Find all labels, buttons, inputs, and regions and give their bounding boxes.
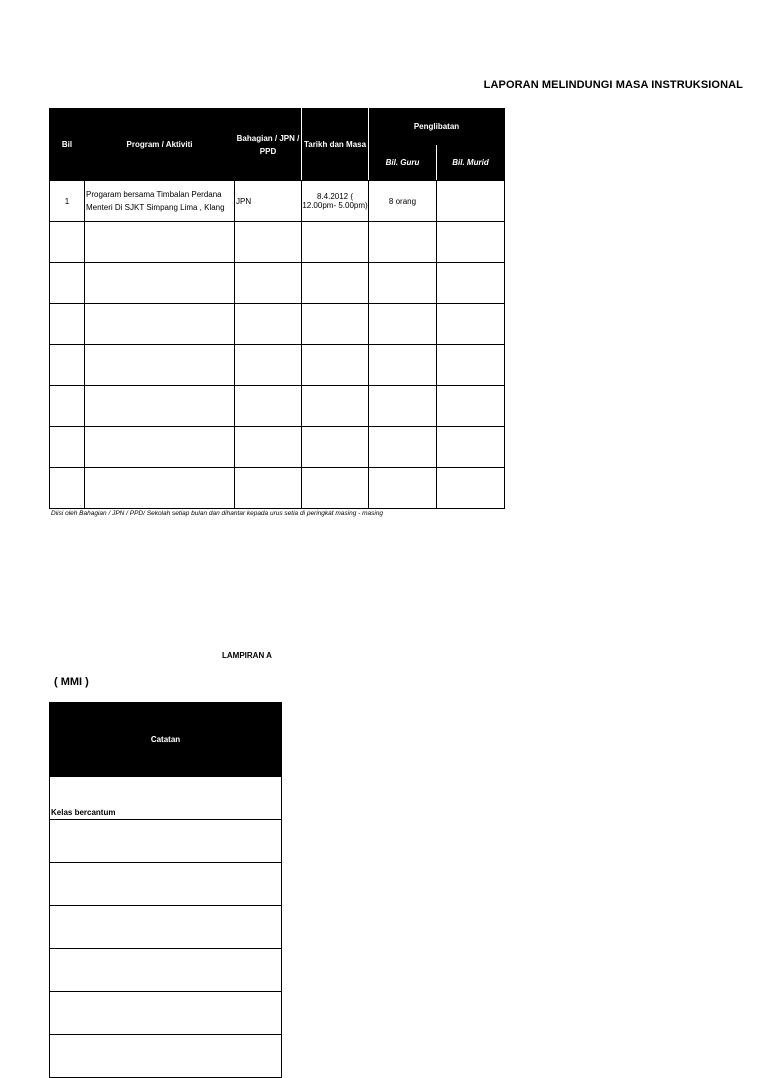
table-row	[50, 468, 505, 509]
mmi-label: ( MMI )	[54, 676, 89, 688]
cell-bahagian	[235, 468, 302, 509]
cell-tarikh	[302, 263, 369, 304]
cell-bil	[50, 304, 85, 345]
cell-tarikh	[302, 304, 369, 345]
cell-tarikh	[302, 222, 369, 263]
catatan-cell	[50, 992, 282, 1035]
catatan-row	[50, 992, 282, 1035]
cell-bil	[50, 427, 85, 468]
lampiran-label: LAMPIRAN A	[222, 651, 272, 660]
cell-bil-guru	[369, 345, 437, 386]
cell-tarikh: 8.4.2012 ( 12.00pm- 5.00pm)	[302, 181, 369, 222]
cell-bil-guru	[369, 263, 437, 304]
cell-program	[85, 263, 235, 304]
cell-bahagian: JPN	[235, 181, 302, 222]
catatan-row	[50, 949, 282, 992]
cell-bil-murid	[437, 181, 505, 222]
cell-bil-murid	[437, 386, 505, 427]
header-bahagian: Bahagian / JPN / PPD	[235, 109, 302, 181]
catatan-cell	[50, 1035, 282, 1078]
header-program: Program / Aktiviti	[85, 109, 235, 181]
cell-bahagian	[235, 304, 302, 345]
cell-bil-guru	[369, 222, 437, 263]
cell-bil-guru	[369, 468, 437, 509]
cell-bil-murid	[437, 263, 505, 304]
cell-program	[85, 427, 235, 468]
cell-bil-murid	[437, 222, 505, 263]
cell-bil	[50, 222, 85, 263]
catatan-row	[50, 1035, 282, 1078]
header-bil-guru: Bil. Guru	[369, 145, 437, 181]
header-catatan: Catatan	[50, 703, 282, 777]
cell-bil-murid	[437, 304, 505, 345]
cell-bil-guru: 8 orang	[369, 181, 437, 222]
cell-bil-guru	[369, 427, 437, 468]
table-row	[50, 386, 505, 427]
header-bil-murid: Bil. Murid	[437, 145, 505, 181]
cell-program: Progaram bersama Timbalan Perdana Menteri Di SJKT Simpang Lima , Klang	[85, 181, 235, 222]
table-row	[50, 222, 505, 263]
catatan-cell	[50, 906, 282, 949]
cell-bil	[50, 345, 85, 386]
cell-program	[85, 222, 235, 263]
cell-program	[85, 468, 235, 509]
cell-bil	[50, 386, 85, 427]
catatan-cell	[50, 820, 282, 863]
cell-tarikh	[302, 468, 369, 509]
cell-bil-murid	[437, 345, 505, 386]
catatan-row	[50, 820, 282, 863]
cell-bil-guru	[369, 386, 437, 427]
cell-program	[85, 304, 235, 345]
header-bil: Bil	[50, 109, 85, 181]
table-row	[50, 345, 505, 386]
catatan-cell	[50, 863, 282, 906]
table-row	[50, 427, 505, 468]
cell-bil-murid	[437, 427, 505, 468]
catatan-row	[50, 863, 282, 906]
cell-program	[85, 386, 235, 427]
catatan-cell	[50, 949, 282, 992]
cell-bahagian	[235, 386, 302, 427]
footnote: Diisi oleh Bahagian / JPN / PPD/ Sekolah setiap bulan dan dihantar kepada urus setia di peringkat masing - masing	[51, 510, 384, 517]
header-tarikh: Tarikh dan Masa	[302, 109, 369, 181]
cell-bahagian	[235, 222, 302, 263]
report-table	[49, 108, 505, 509]
catatan-row	[50, 777, 282, 820]
report-title: LAPORAN MELINDUNGI MASA INSTRUKSIONAL	[483, 79, 743, 91]
cell-tarikh	[302, 427, 369, 468]
header-penglibatan: Penglibatan	[369, 109, 505, 145]
cell-tarikh	[302, 386, 369, 427]
cell-program	[85, 345, 235, 386]
catatan-cell: Kelas bercantum	[50, 777, 282, 820]
cell-bahagian	[235, 427, 302, 468]
cell-bahagian	[235, 345, 302, 386]
table-row	[50, 304, 505, 345]
cell-bil-guru	[369, 304, 437, 345]
catatan-table	[49, 702, 282, 1078]
cell-bil: 1	[50, 181, 85, 222]
cell-bil	[50, 263, 85, 304]
catatan-row	[50, 906, 282, 949]
cell-bahagian	[235, 263, 302, 304]
cell-bil-murid	[437, 468, 505, 509]
table-row	[50, 263, 505, 304]
table-row	[50, 181, 505, 222]
cell-tarikh	[302, 345, 369, 386]
cell-bil	[50, 468, 85, 509]
